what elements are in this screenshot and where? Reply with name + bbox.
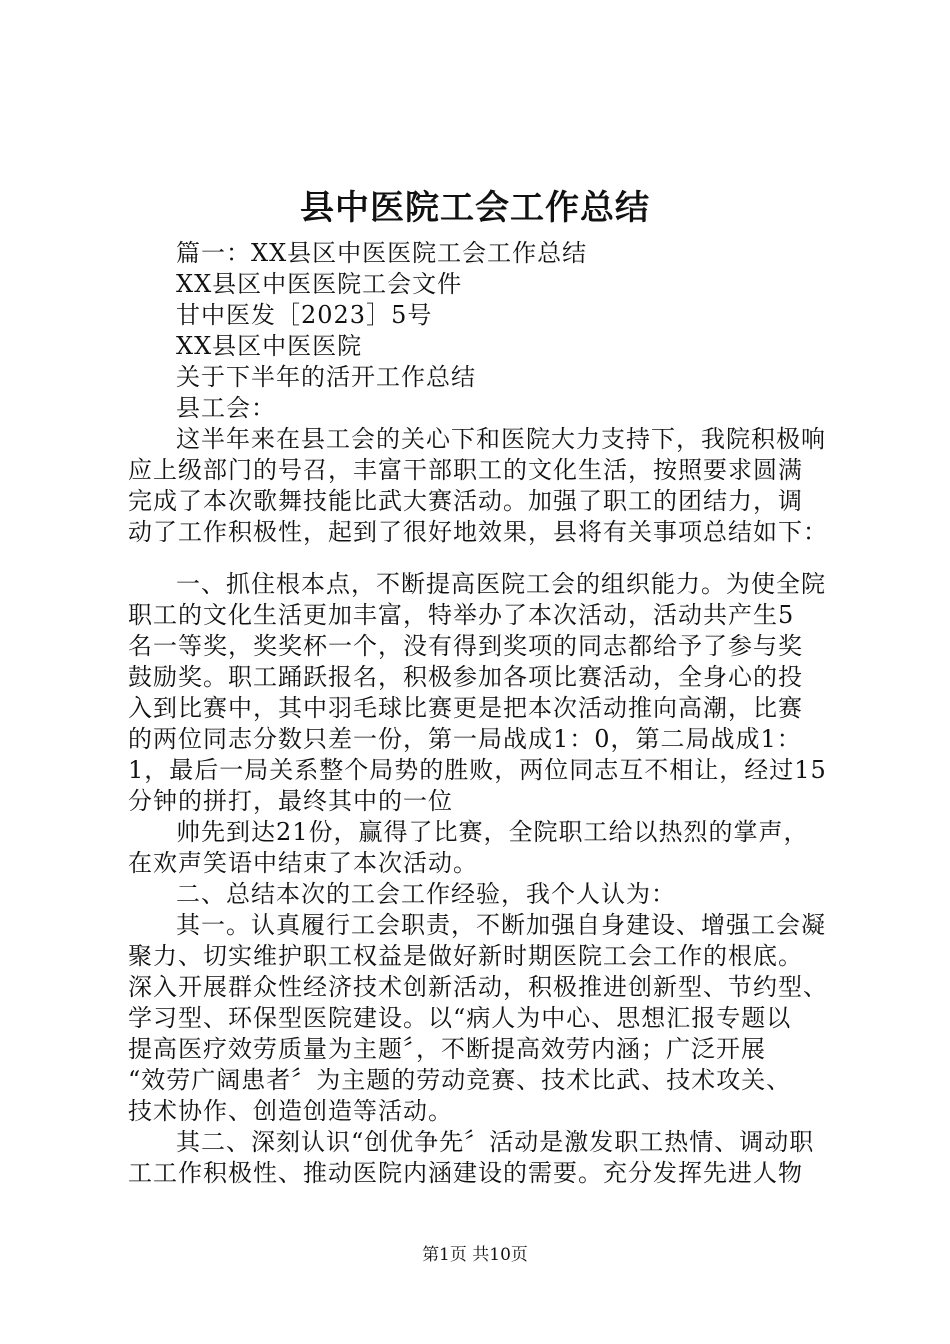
document-title: 县中医院工会工作总结: [300, 188, 650, 228]
text-line: 甘中医发［2023］5号: [176, 301, 433, 329]
text-line: 的两位同志分数只差一份，第一局战成1：0，第二局战成1：: [128, 725, 802, 753]
text-line: 1，最后一局关系整个局势的胜败，两位同志互不相让，经过15: [128, 756, 827, 784]
text-line: 帅先到达21份，赢得了比赛，全院职工给以热烈的掌声，: [176, 818, 809, 846]
text-line: 学习型、环保型医院建设。以“病人为中心、思想汇报专题以: [128, 1004, 792, 1032]
text-line: 完成了本次歌舞技能比武大赛活动。加强了职工的团结力，调: [128, 487, 803, 515]
text-line: “效劳广阔患者〞为主题的劳动竞赛、技术比武、技术攻关、: [128, 1066, 792, 1094]
page-number: 第1页 共10页: [422, 1245, 528, 1265]
text-line: 聚力、切实维护职工权益是做好新时期医院工会工作的根底。: [128, 942, 803, 970]
text-line: 在欢声笑语中结束了本次活动。: [128, 849, 478, 877]
text-line: 名一等奖，奖奖杯一个，没有得到奖项的同志都给予了参与奖: [128, 632, 803, 660]
text-line: 这半年来在县工会的关心下和医院大力支持下，我院积极响: [176, 425, 826, 453]
text-line: XX县区中医医院: [176, 332, 363, 360]
text-line: 一、抓住根本点，不断提高医院工会的组织能力。为使全院: [176, 570, 826, 598]
text-line: 其二、深刻认识“创优争先〞活动是激发职工热情、调动职: [176, 1128, 815, 1156]
text-line: 深入开展群众性经济技术创新活动，积极推进创新型、节约型、: [128, 973, 828, 1001]
text-line: 工工作积极性、推动医院内涵建设的需要。充分发挥先进人物: [128, 1159, 803, 1187]
text-line: 二、总结本次的工会工作经验，我个人认为：: [176, 880, 676, 908]
text-line: 分钟的拼打，最终其中的一位: [128, 787, 453, 815]
text-line: 县工会：: [176, 394, 276, 422]
text-line: 鼓励奖。职工踊跃报名，积极参加各项比赛活动，全身心的投: [128, 663, 803, 691]
text-line: 其一。认真履行工会职责，不断加强自身建设、增强工会凝: [176, 911, 826, 939]
text-line: 职工的文化生活更加丰富，特举办了本次活动，活动共产生5: [128, 601, 795, 629]
text-line: 技术协作、创造创造等活动。: [128, 1097, 453, 1125]
text-line: XX县区中医医院工会文件: [176, 270, 463, 298]
text-line: 应上级部门的号召，丰富干部职工的文化生活，按照要求圆满: [128, 456, 803, 484]
text-line: 入到比赛中，其中羽毛球比赛更是把本次活动推向高潮，比赛: [128, 694, 803, 722]
text-line: 动了工作积极性，起到了很好地效果，县将有关事项总结如下：: [128, 518, 828, 546]
text-line: 提高医疗效劳质量为主题〞，不断提高效劳内涵；广泛开展: [128, 1035, 766, 1063]
text-line: 关于下半年的活开工作总结: [176, 363, 476, 391]
text-line: 篇一：XX县区中医医院工会工作总结: [176, 239, 588, 267]
